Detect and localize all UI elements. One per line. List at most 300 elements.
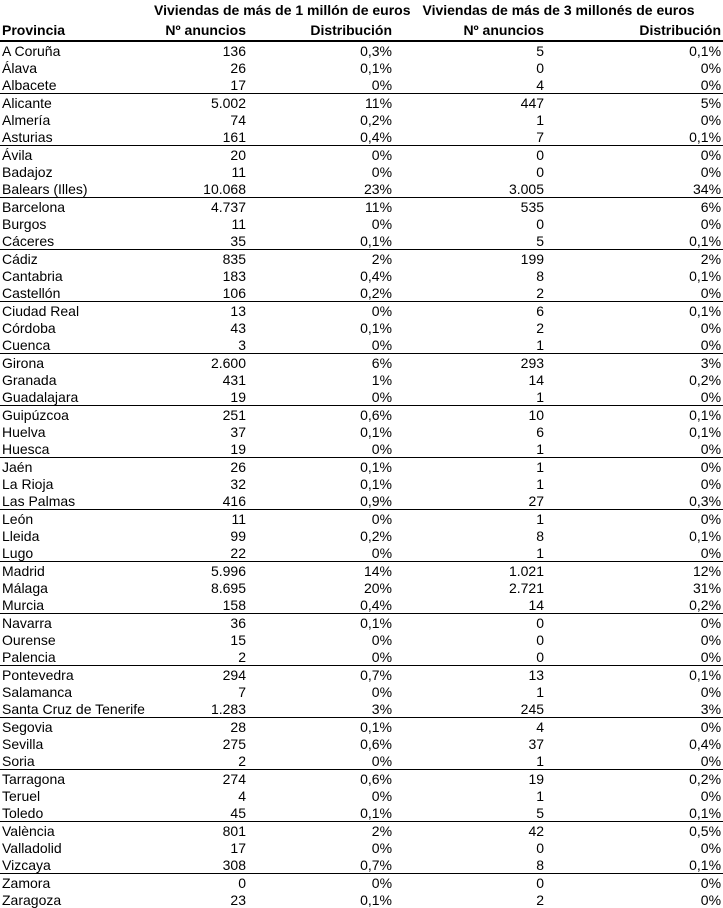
cell-value: 0,1% xyxy=(360,423,393,440)
cell-value: 19 xyxy=(528,770,545,787)
table-row xyxy=(0,718,723,736)
table-row xyxy=(0,128,723,146)
table-row xyxy=(0,59,723,76)
cell-value: 4 xyxy=(394,76,546,94)
group-header-row xyxy=(0,0,723,19)
cell-value: 0,4% xyxy=(248,128,394,146)
cell-value: 2% xyxy=(371,822,393,839)
cell-value: 0% xyxy=(700,458,722,475)
cell-value: 0,5% xyxy=(689,822,722,839)
cell-value: 0% xyxy=(700,215,722,232)
cell-value: 1% xyxy=(371,371,393,388)
cell-value: 431 xyxy=(222,371,246,388)
cell-value: 0,1% xyxy=(689,406,722,423)
cell-province: Lleida xyxy=(2,527,40,544)
table-row xyxy=(0,354,723,372)
cell-value: 0 xyxy=(238,874,246,891)
cell-value: 17 xyxy=(230,839,246,856)
cell-value: 0% xyxy=(700,614,722,631)
cell-value: 20% xyxy=(363,579,393,596)
cell-value: 106 xyxy=(152,284,248,302)
cell-value: 23% xyxy=(248,180,394,198)
table-row xyxy=(0,752,723,770)
cell-value: 0,7% xyxy=(248,856,394,874)
cell-value: 0,3% xyxy=(546,492,723,510)
cell-province: Cáceres xyxy=(0,232,152,250)
cell-province: Córdoba xyxy=(2,319,56,336)
cell-value: 0% xyxy=(371,683,393,700)
table-row xyxy=(0,631,723,648)
cell-value: 4.737 xyxy=(210,198,246,215)
cell-province: Salamanca xyxy=(2,683,73,700)
cell-value: 293 xyxy=(520,354,545,371)
cell-value: 1 xyxy=(394,440,546,458)
cell-value: 13 xyxy=(230,302,246,319)
cell-value: 17 xyxy=(152,76,248,94)
cell-value: 14 xyxy=(528,371,545,388)
cell-province: València xyxy=(2,822,55,839)
cell-value: 11% xyxy=(365,94,393,111)
cell-value: 0% xyxy=(700,631,722,648)
table-row xyxy=(0,839,723,856)
cell-province: Álava xyxy=(2,59,38,76)
cell-value: 2.721 xyxy=(508,579,545,596)
cell-province: Soria xyxy=(0,752,152,770)
cell-value: 36 xyxy=(230,614,246,631)
cell-value: 8 xyxy=(536,267,545,284)
cell-province: Lugo xyxy=(0,544,152,562)
table-row xyxy=(0,371,723,388)
cell-value: 0,4% xyxy=(689,735,722,752)
cell-province: Alicante xyxy=(2,94,52,111)
cell-value: 45 xyxy=(152,804,248,822)
cell-province: Granada xyxy=(2,371,57,388)
column-header-anuncios-1m: Nº anuncios xyxy=(152,19,248,41)
cell-value: 275 xyxy=(222,735,246,752)
cell-value: 14% xyxy=(363,562,393,579)
cell-value: 199 xyxy=(520,250,545,267)
cell-value: 11% xyxy=(365,198,393,215)
cell-value: 294 xyxy=(222,666,246,683)
table-row xyxy=(0,458,723,476)
cell-value: 0,6% xyxy=(360,406,393,423)
cell-value: 0% xyxy=(546,752,723,770)
table-row xyxy=(0,440,723,458)
table-row xyxy=(0,804,723,822)
table-body xyxy=(0,41,723,908)
cell-value: 0,1% xyxy=(546,856,723,874)
cell-province: Cantabria xyxy=(2,267,63,284)
cell-value: 0% xyxy=(700,146,722,163)
cell-value: 2 xyxy=(152,648,248,666)
table-row xyxy=(0,388,723,406)
cell-value: 23 xyxy=(230,891,246,908)
cell-value: 1 xyxy=(394,752,546,770)
cell-value: 0,9% xyxy=(248,492,394,510)
cell-value: 0,6% xyxy=(360,770,393,787)
cell-province: Guipúzcoa xyxy=(2,406,69,423)
cell-value: 34% xyxy=(546,180,723,198)
cell-province: Pontevedra xyxy=(2,666,74,683)
cell-value: 74 xyxy=(230,111,246,128)
cell-value: 0 xyxy=(536,146,545,163)
cell-value: 4 xyxy=(238,787,246,804)
cell-value: 0% xyxy=(546,440,723,458)
table-row xyxy=(0,770,723,788)
cell-value: 0% xyxy=(371,631,393,648)
cell-province: Málaga xyxy=(2,579,48,596)
cell-value: 5 xyxy=(536,42,545,59)
cell-value: 2.600 xyxy=(210,354,246,371)
cell-value: 1 xyxy=(394,544,546,562)
cell-value: 0% xyxy=(700,839,722,856)
cell-value: 251 xyxy=(222,406,246,423)
table-row xyxy=(0,406,723,424)
cell-value: 245 xyxy=(394,700,546,718)
cell-value: 8.695 xyxy=(210,579,246,596)
cell-value: 3 xyxy=(152,336,248,354)
cell-value: 2 xyxy=(152,752,248,770)
cell-value: 0,1% xyxy=(546,232,723,250)
cell-value: 0% xyxy=(700,891,722,908)
cell-value: 35 xyxy=(152,232,248,250)
cell-value: 0,1% xyxy=(689,423,722,440)
group-header-spacer xyxy=(0,0,152,19)
cell-province: Sevilla xyxy=(2,735,44,752)
cell-province: Ciudad Real xyxy=(2,302,80,319)
cell-value: 0% xyxy=(371,302,393,319)
cell-value: 27 xyxy=(394,492,546,510)
cell-province: Castellón xyxy=(0,284,152,302)
table-row xyxy=(0,94,723,112)
cell-value: 535 xyxy=(520,198,545,215)
cell-value: 11 xyxy=(231,215,246,232)
cell-value: 0 xyxy=(536,614,545,631)
cell-value: 0% xyxy=(371,874,393,891)
table-row xyxy=(0,250,723,268)
table-row xyxy=(0,856,723,874)
cell-province: Segovia xyxy=(2,718,53,735)
cell-province: La Rioja xyxy=(2,475,54,492)
cell-value: 0,1% xyxy=(360,59,393,76)
cell-value: 0% xyxy=(700,683,722,700)
cell-province: Balears (Illes) xyxy=(0,180,152,198)
cell-value: 4 xyxy=(536,718,545,735)
table-row xyxy=(0,180,723,198)
cell-value: 0,6% xyxy=(360,735,393,752)
table-row xyxy=(0,700,723,718)
cell-value: 0% xyxy=(248,752,394,770)
cell-value: 0,1% xyxy=(546,128,723,146)
cell-value: 0,2% xyxy=(248,284,394,302)
cell-value: 0% xyxy=(700,787,722,804)
table-row xyxy=(0,648,723,666)
table-row xyxy=(0,874,723,892)
cell-value: 99 xyxy=(230,527,246,544)
cell-province: Santa Cruz de Tenerife xyxy=(0,700,152,718)
table-row xyxy=(0,683,723,700)
cell-value: 0% xyxy=(371,215,393,232)
table-row xyxy=(0,163,723,180)
cell-province: León xyxy=(2,510,34,527)
cell-value: 1 xyxy=(536,458,545,475)
cell-value: 0% xyxy=(700,319,722,336)
table-row xyxy=(0,822,723,840)
cell-value: 2 xyxy=(394,284,546,302)
cell-value: 14 xyxy=(394,596,546,614)
cell-value: 183 xyxy=(222,267,246,284)
cell-value: 0% xyxy=(248,388,394,406)
cell-value: 0,1% xyxy=(546,804,723,822)
cell-value: 0% xyxy=(371,787,393,804)
cell-value: 0,4% xyxy=(248,596,394,614)
table-row xyxy=(0,41,723,59)
cell-value: 0% xyxy=(546,76,723,94)
table-row xyxy=(0,579,723,596)
cell-province: Zaragoza xyxy=(2,891,62,908)
cell-value: 0 xyxy=(536,839,545,856)
cell-value: 3% xyxy=(248,700,394,718)
table-row xyxy=(0,215,723,232)
cell-value: 0% xyxy=(371,839,393,856)
cell-value: 0,1% xyxy=(360,614,393,631)
cell-value: 0% xyxy=(546,544,723,562)
cell-value: 7 xyxy=(238,683,246,700)
cell-value: 6 xyxy=(536,423,545,440)
table-row xyxy=(0,492,723,510)
cell-province: A Coruña xyxy=(2,42,61,59)
cell-value: 1 xyxy=(536,683,545,700)
cell-value: 5 xyxy=(394,232,546,250)
cell-province: Almería xyxy=(2,111,51,128)
cell-value: 0% xyxy=(371,146,393,163)
cell-value: 2% xyxy=(700,250,722,267)
cell-value: 1 xyxy=(536,475,545,492)
cell-value: 0,1% xyxy=(360,319,393,336)
cell-value: 8 xyxy=(394,856,546,874)
cell-value: 0 xyxy=(536,631,545,648)
column-header-distribucion-3m: Distribución xyxy=(546,19,723,41)
cell-value: 0,1% xyxy=(689,302,722,319)
cell-value: 0,2% xyxy=(689,371,722,388)
cell-value: 0 xyxy=(536,215,545,232)
cell-value: 3.005 xyxy=(394,180,546,198)
cell-value: 1.021 xyxy=(508,562,545,579)
cell-value: 0 xyxy=(536,59,545,76)
cell-value: 0% xyxy=(248,336,394,354)
table-row xyxy=(0,302,723,320)
cell-value: 3% xyxy=(700,354,722,371)
cell-value: 161 xyxy=(152,128,248,146)
cell-value: 37 xyxy=(230,423,246,440)
cell-province: Madrid xyxy=(2,562,45,579)
cell-province: Palencia xyxy=(0,648,152,666)
cell-value: 19 xyxy=(152,388,248,406)
cell-province: Teruel xyxy=(2,787,41,804)
table-row xyxy=(0,614,723,632)
cell-province: Vizcaya xyxy=(0,856,152,874)
cell-value: 0 xyxy=(536,874,545,891)
cell-value: 2 xyxy=(536,891,545,908)
cell-value: 6 xyxy=(536,302,545,319)
cell-value: 32 xyxy=(230,475,246,492)
cell-value: 28 xyxy=(230,718,246,735)
cell-value: 5 xyxy=(394,804,546,822)
cell-province: Toledo xyxy=(0,804,152,822)
cell-value: 416 xyxy=(152,492,248,510)
cell-value: 158 xyxy=(152,596,248,614)
cell-value: 0,3% xyxy=(360,42,393,59)
cell-value: 10 xyxy=(528,406,545,423)
table-row xyxy=(0,76,723,94)
cell-value: 43 xyxy=(230,319,246,336)
cell-value: 801 xyxy=(222,822,246,839)
cell-province: Navarra xyxy=(2,614,52,631)
cell-province: Albacete xyxy=(0,76,152,94)
cell-value: 0% xyxy=(700,163,722,180)
cell-value: 0,1% xyxy=(360,458,393,475)
table-row xyxy=(0,544,723,562)
cell-value: 0% xyxy=(700,874,722,891)
table-row xyxy=(0,284,723,302)
cell-value: 0,4% xyxy=(360,267,393,284)
cell-province: Murcia xyxy=(0,596,152,614)
cell-value: 31% xyxy=(693,579,722,596)
cell-value: 0% xyxy=(546,284,723,302)
table-row xyxy=(0,111,723,128)
cell-province: Asturias xyxy=(0,128,152,146)
cell-province: Cuenca xyxy=(0,336,152,354)
cell-value: 7 xyxy=(394,128,546,146)
cell-value: 3% xyxy=(546,700,723,718)
cell-value: 0% xyxy=(546,388,723,406)
cell-value: 0% xyxy=(371,163,393,180)
cell-value: 1.283 xyxy=(152,700,248,718)
cell-value: 0% xyxy=(700,59,722,76)
table-row xyxy=(0,198,723,216)
cell-value: 11 xyxy=(231,163,246,180)
cell-province: Las Palmas xyxy=(0,492,152,510)
cell-value: 2% xyxy=(371,250,393,267)
cell-province: Ourense xyxy=(2,631,56,648)
cell-province: Zamora xyxy=(2,874,51,891)
cell-value: 0% xyxy=(248,648,394,666)
cell-value: 0,1% xyxy=(360,475,393,492)
cell-value: 5.002 xyxy=(210,94,246,111)
table-row xyxy=(0,336,723,354)
cell-province: Barcelona xyxy=(2,198,66,215)
cell-value: 0% xyxy=(371,510,393,527)
column-header-distribucion-1m: Distribución xyxy=(248,19,394,41)
cell-value: 0,1% xyxy=(689,42,722,59)
cell-value: 136 xyxy=(222,42,246,59)
group-header-3-million: Viviendas de más de 3 millonés de euros xyxy=(422,1,695,18)
table-row xyxy=(0,735,723,752)
cell-value: 13 xyxy=(528,666,545,683)
table-row xyxy=(0,267,723,284)
cell-province: Jaén xyxy=(2,458,33,475)
cell-value: 1 xyxy=(536,787,545,804)
cell-value: 0,2% xyxy=(689,770,722,787)
cell-value: 0,1% xyxy=(360,718,393,735)
cell-value: 26 xyxy=(230,458,246,475)
cell-value: 0% xyxy=(248,544,394,562)
cell-value: 37 xyxy=(528,735,545,752)
cell-value: 835 xyxy=(222,250,246,267)
cell-value: 0 xyxy=(536,163,545,180)
cell-value: 0,1% xyxy=(689,666,722,683)
cell-value: 6% xyxy=(700,198,722,215)
table-row xyxy=(0,319,723,336)
cell-value: 0,2% xyxy=(546,596,723,614)
cell-value: 0,1% xyxy=(248,232,394,250)
cell-value: 0,2% xyxy=(360,527,393,544)
cell-province: Valladolid xyxy=(2,839,62,856)
cell-value: 15 xyxy=(230,631,246,648)
cell-province: Girona xyxy=(2,354,45,371)
table-row xyxy=(0,527,723,544)
cell-province: Guadalajara xyxy=(0,388,152,406)
cell-value: 11 xyxy=(231,510,246,527)
cell-value: 8 xyxy=(536,527,545,544)
cell-value: 1 xyxy=(394,336,546,354)
table-row xyxy=(0,787,723,804)
cell-value: 0,1% xyxy=(360,891,393,908)
cell-province: Burgos xyxy=(2,215,47,232)
cell-value: 22 xyxy=(152,544,248,562)
cell-value: 12% xyxy=(693,562,722,579)
table-row xyxy=(0,596,723,614)
cell-value: 0% xyxy=(248,76,394,94)
cell-province: Ávila xyxy=(2,146,33,163)
cell-value: 19 xyxy=(152,440,248,458)
table-row xyxy=(0,891,723,908)
cell-value: 0% xyxy=(546,648,723,666)
cell-value: 5.996 xyxy=(210,562,246,579)
cell-value: 0,7% xyxy=(360,666,393,683)
table-row xyxy=(0,510,723,528)
table-row xyxy=(0,146,723,164)
cell-value: 0% xyxy=(700,475,722,492)
cell-value: 1 xyxy=(394,388,546,406)
cell-value: 0% xyxy=(248,440,394,458)
cell-value: 2 xyxy=(536,319,545,336)
cell-value: 0% xyxy=(700,718,722,735)
cell-province: Huelva xyxy=(2,423,46,440)
cell-value: 1 xyxy=(536,111,545,128)
cell-value: 0,1% xyxy=(689,527,722,544)
cell-province: Tarragona xyxy=(2,770,66,787)
cell-value: 0% xyxy=(546,336,723,354)
cell-value: 1 xyxy=(536,510,545,527)
cell-value: 5% xyxy=(700,94,722,111)
table-row xyxy=(0,475,723,492)
cell-value: 308 xyxy=(152,856,248,874)
cell-value: 274 xyxy=(222,770,246,787)
cell-province: Huesca xyxy=(0,440,152,458)
column-header-row xyxy=(0,19,723,41)
table-row xyxy=(0,562,723,580)
cell-value: 0,1% xyxy=(689,267,722,284)
cell-value: 0,2% xyxy=(360,111,393,128)
table-row xyxy=(0,423,723,440)
cell-value: 6% xyxy=(371,354,393,371)
cell-value: 20 xyxy=(230,146,246,163)
cell-value: 0,1% xyxy=(248,804,394,822)
cell-value: 10.068 xyxy=(152,180,248,198)
column-header-provincia: Provincia xyxy=(0,19,152,41)
table-row xyxy=(0,232,723,250)
